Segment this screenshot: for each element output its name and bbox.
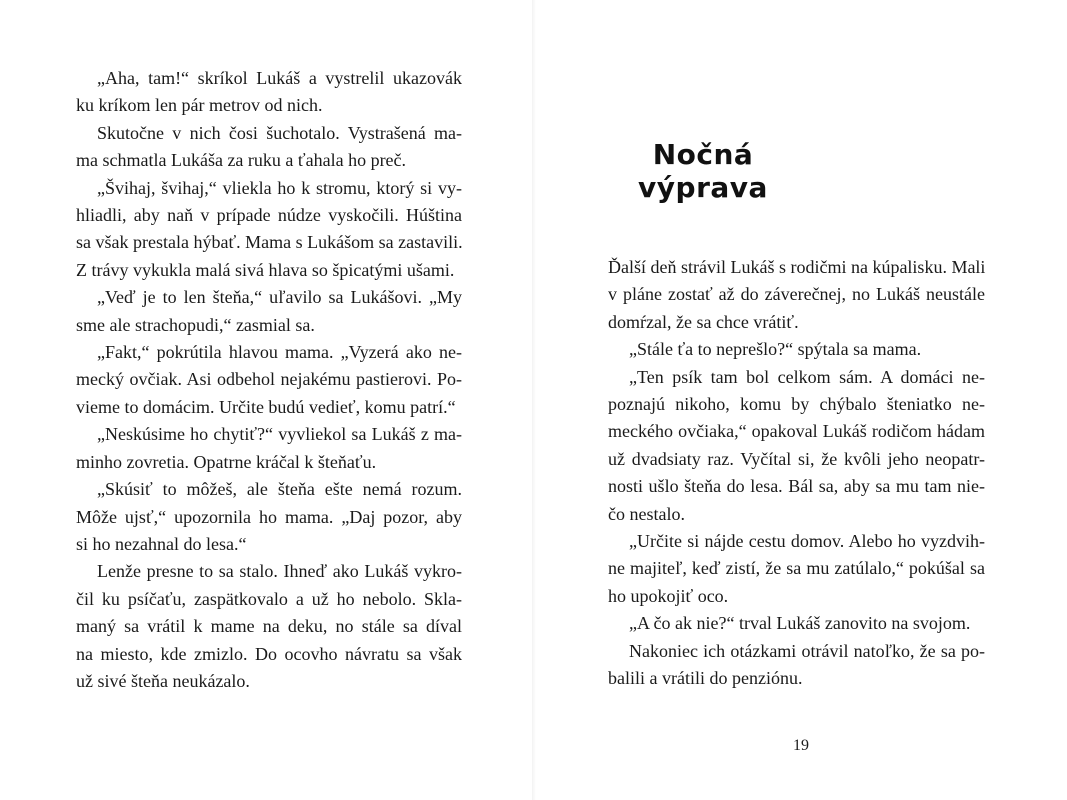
text-line: „Fakt,“ pokrútila hlavou mama. „Vyzerá ako ne- xyxy=(97,342,462,363)
paragraph xyxy=(76,284,462,339)
text-line: si ho nezahnal do lesa.“ xyxy=(76,533,247,554)
paragraph xyxy=(608,528,985,610)
text-line: „Určite si nájde cestu domov. Alebo ho vyzdvih- xyxy=(629,531,985,552)
text-line: „Aha, tam!“ skríkol Lukáš a vystrelil ukazovák xyxy=(97,68,462,88)
text-line: ho upokojiť oco. xyxy=(608,585,729,606)
text-line: mecký ovčiak. Asi odbehol nejakému pastierovi. Po- xyxy=(76,369,462,390)
text-line: „Švihaj, švihaj,“ vliekla ho k stromu, ktorý si vy- xyxy=(97,177,462,198)
paragraph xyxy=(76,421,462,476)
text-line: „Stále ťa to neprešlo?“ spýtala sa mama. xyxy=(629,339,922,360)
paragraph xyxy=(76,120,462,175)
paragraph xyxy=(76,558,462,695)
paragraph xyxy=(76,476,462,558)
paragraph xyxy=(608,610,985,637)
text-line: ma schmatla Lukáša za ruku a ťahala ho preč. xyxy=(76,150,407,171)
text-line: v pláne zostať až do záverečnej, no Lukáš neustále xyxy=(608,284,985,305)
text-line: už sivé šteňa neukázalo. xyxy=(76,670,250,691)
text-line: Nakoniec ich otázkami otrávil natoľko, že sa po- xyxy=(629,640,985,661)
paragraph xyxy=(76,339,462,421)
text-line: hliadli, aby naň v prípade núdze vyskočili. Húština xyxy=(76,205,462,226)
right-page-text xyxy=(608,254,985,693)
text-line: Ďalší deň strávil Lukáš s rodičmi na kúpalisku. Mali xyxy=(608,257,986,277)
text-line: domŕzal, že sa chce vrátiť. xyxy=(608,311,799,332)
book-gutter xyxy=(532,0,536,800)
text-line: ku kríkom len pár metrov od nich. xyxy=(76,95,323,116)
paragraph xyxy=(76,65,462,120)
paragraph xyxy=(608,638,985,693)
paragraph xyxy=(608,254,985,336)
text-line: čil ku psíčaťu, zaspätkovalo a už ho nebolo. Skla- xyxy=(76,588,462,609)
text-line: poznajú nikoho, komu by chýbalo šteniatko ne- xyxy=(608,394,985,415)
text-line: na miesto, kde zmizlo. Do ocovho návratu sa však xyxy=(76,643,462,664)
text-line: maný sa vrátil k mame na deku, no stále sa díval xyxy=(76,616,462,637)
chapter-title: Nočná výprava xyxy=(638,138,768,204)
text-line: „Veď je to len šteňa,“ uľavilo sa Lukášovi. „My xyxy=(97,287,462,308)
page-number: 19 xyxy=(793,737,809,754)
text-line: už dvadsiaty raz. Vyčítal si, že kvôli jeho neopatr- xyxy=(608,448,985,469)
text-line: minho zovretia. Opatrne kráčal k šteňaťu. xyxy=(76,451,377,472)
text-line: „Neskúsime ho chytiť?“ vyvliekol sa Lukáš z ma- xyxy=(97,424,462,445)
text-line: „Skúsiť to môžeš, ale šteňa ešte nemá rozum. xyxy=(97,479,462,500)
paragraph xyxy=(608,336,985,363)
text-line: Z trávy vykukla malá sivá hlava so špicatými ušami. xyxy=(76,259,455,280)
text-line: Môže ujsť,“ upozornila ho mama. „Daj pozor, aby xyxy=(76,506,462,527)
text-line: nosti ušlo šteňa do lesa. Bál sa, aby sa mu tam nie- xyxy=(608,476,985,497)
paragraph xyxy=(76,175,462,285)
paragraph xyxy=(608,364,985,528)
left-page-text xyxy=(76,65,462,695)
text-line: meckého ovčiaka,“ opakoval Lukáš rodičom hádam xyxy=(608,421,985,442)
text-line: „Ten psík tam bol celkom sám. A domáci ne- xyxy=(629,366,985,387)
text-line: sme ale strachopudi,“ zasmial sa. xyxy=(76,314,315,335)
text-line: ne majiteľ, keď zistí, že sa mu zatúlalo,“ pokúšal sa xyxy=(608,558,985,579)
text-line: Skutočne v nich čosi šuchotalo. Vystrašená ma- xyxy=(97,122,462,143)
text-line: vieme to domácim. Určite budú vedieť, komu patrí.“ xyxy=(76,396,456,417)
text-line: balili a vrátili do penziónu. xyxy=(608,668,803,689)
text-line: Lenže presne to sa stalo. Ihneď ako Lukáš vykro- xyxy=(97,561,462,582)
text-line: čo nestalo. xyxy=(608,503,685,524)
text-line: „A čo ak nie?“ trval Lukáš zanovito na svojom. xyxy=(629,613,971,634)
text-line: sa však prestala hýbať. Mama s Lukášom sa zastavili. xyxy=(76,232,463,253)
